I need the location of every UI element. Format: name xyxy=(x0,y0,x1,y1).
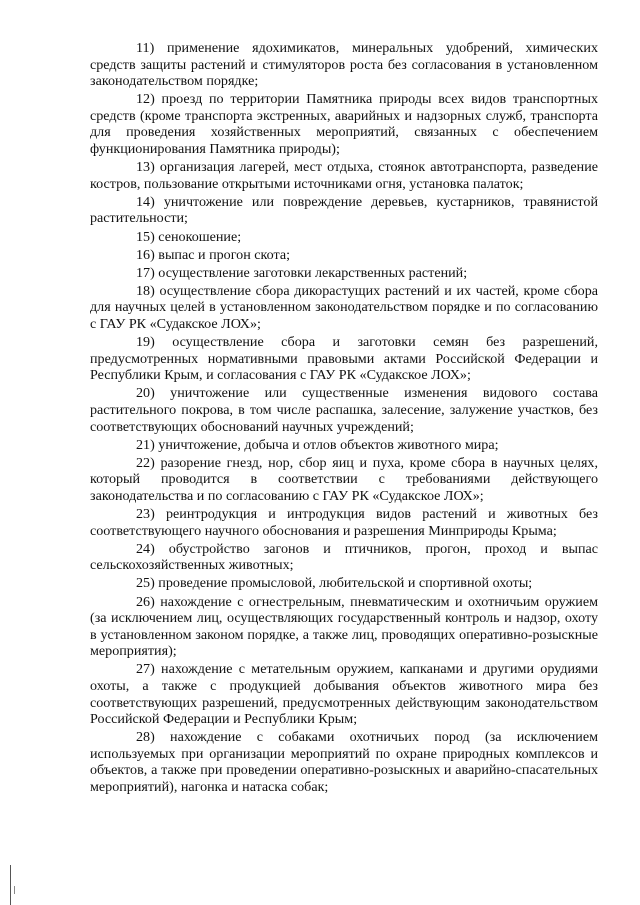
list-item-19: 19) осуществление сбора и заготовки семян без разрешений, предусмотренных нормативными правовыми актами Российской Федерации и Республики Крым, и согласования с ГАУ РК «Судакское ЛОХ»; xyxy=(90,334,598,384)
document-body xyxy=(90,40,598,796)
list-item-17: 17) осуществление заготовки лекарственных растений; xyxy=(136,264,468,281)
list-item-18: 18) осуществление сбора дикорастущих растений и их частей, кроме сбора для научных целей в установленном законодательством порядке и по согласованию с ГАУ РК «Судакское ЛОХ»; xyxy=(90,282,598,332)
list-item-25: 25) проведение промысловой, любительской и спортивной охоты; xyxy=(136,575,533,592)
list-item-26: 26) нахождение с огнестрельным, пневматическим и охотничьим оружием (за исключением лиц, осуществляющих государственный контроль и надзор, охоту в установленном законом порядке, а также лиц, проводящих оперативно-розыскные мероприятия); xyxy=(90,593,598,660)
list-item-16: 16) выпас и прогон скота; xyxy=(136,246,291,263)
list-item-12: 12) проезд по территории Памятника природы всех видов транспортных средств (кроме транспорта экстренных, аварийных и надзорных служб, транспорта для проведения хозяйственных мероприятий, связанных с обеспечением функционирования Памятника природы); xyxy=(90,91,598,158)
list-item-13: 13) организация лагерей, мест отдыха, стоянок автотранспорта, разведение костров, пользование открытыми источниками огня, установка палаток; xyxy=(90,159,598,192)
scan-edge-mark-small xyxy=(14,886,15,894)
list-item-21: 21) уничтожение, добыча и отлов объектов животного мира; xyxy=(136,436,499,453)
list-item-15: 15) сенокошение; xyxy=(136,228,242,245)
list-item-24: 24) обустройство загонов и птичников, прогон, проход и выпас сельскохозяйственных животных; xyxy=(90,540,598,574)
list-item-23: 23) реинтродукция и интродукция видов растений и животных без соответствующего научного обоснования и разрешения Минприроды Крыма; xyxy=(90,506,598,539)
list-item-11: 11) применение ядохимикатов, минеральных удобрений, химических средств защиты растений и стимуляторов роста без согласования в установленном законодательством порядке; xyxy=(90,40,598,90)
list-item-27: 27) нахождение с метательным оружием, капканами и другими орудиями охоты, а также с продукцией добывания объектов животного мира без соответствующих разрешений, предусмотренных действующим законодательством Российской Федерации и Республики Крым; xyxy=(90,661,598,728)
list-item-20: 20) уничтожение или существенные изменения видового состава растительного покрова, в том числе распашка, залесение, залужение участков, без соответствующих обоснований научных учреждений; xyxy=(90,385,598,435)
list-item-28: 28) нахождение с собаками охотничьих пород (за исключением используемых при организации мероприятий по охране природных комплексов и объектов, а также при проведении оперативно-розыскных и аварийно-спасательных мероприятий), нагонка и натаска собак; xyxy=(90,729,598,796)
list-item-22: 22) разорение гнезд, нор, сбор яиц и пуха, кроме сбора в научных целях, который проводится в соответствии с требованиями действующего законодательства и по согласованию с ГАУ РК «Судакское ЛОХ»; xyxy=(90,454,598,504)
scan-edge-mark xyxy=(10,865,11,905)
list-item-14: 14) уничтожение или повреждение деревьев, кустарников, травянистой растительности; xyxy=(90,193,598,227)
